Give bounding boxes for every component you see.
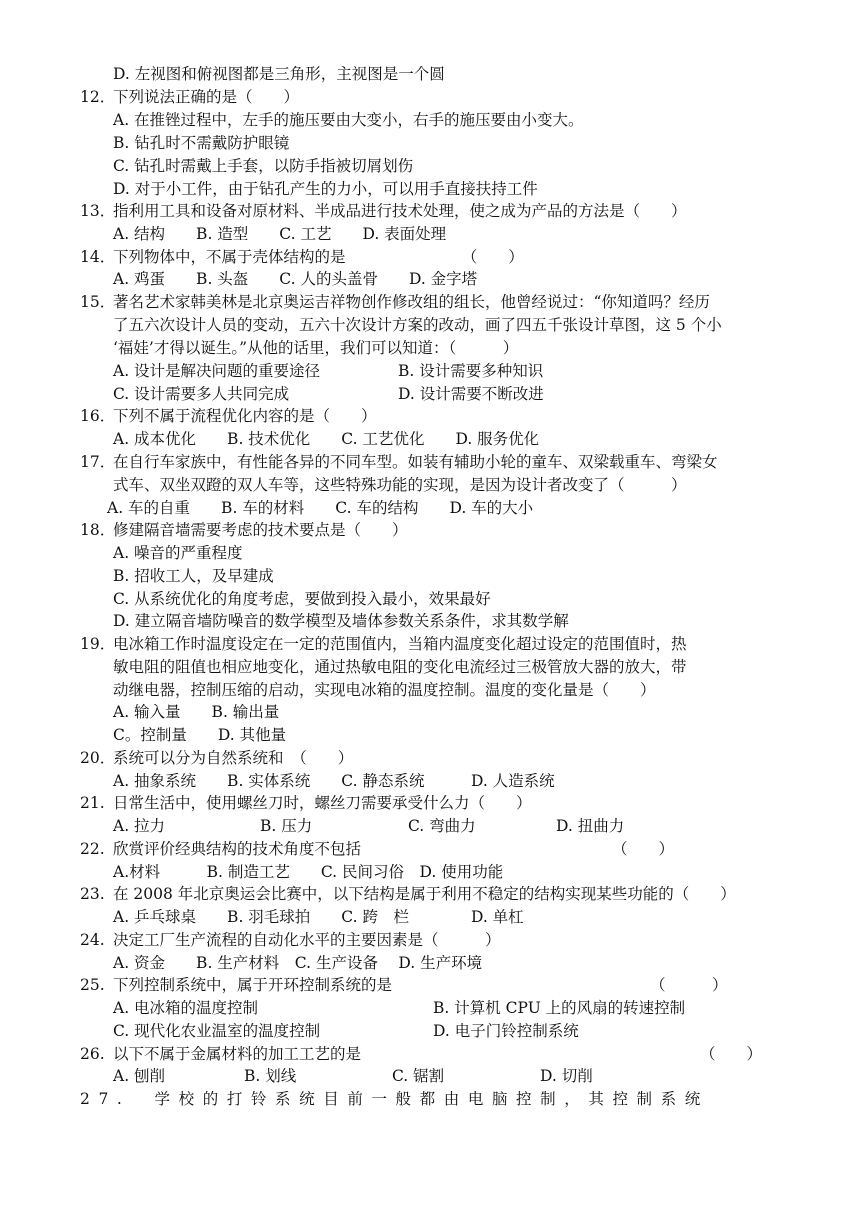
q18-option-c: C. 从系统优化的角度考虑，要做到投入最小，效果最好 [113,590,491,608]
q12-option-d: D. 对于小工件，由于钻孔产生的力小，可以用手直接扶持工件 [113,180,538,198]
q12-option-c: C. 钻孔时需戴上手套，以防手指被切屑划伤 [113,157,414,175]
question-stem: 决定工厂生产流程的自动化水平的主要因素是（ ） [113,931,501,949]
question-20 [80,747,353,770]
question-16 [80,405,377,428]
q14-options: A. 鸡蛋 B. 头盔 C. 人的头盖骨 D. 金字塔 [113,270,478,288]
question-24 [80,929,501,952]
q19-stem-line-3: 动继电器，控制压缩的启动，实现电冰箱的温度控制。温度的变化量是（ ） [113,681,656,699]
q21-option-c: C. 弯曲力 [408,817,476,835]
question-number: 26. [80,1045,105,1063]
q18-option-a: A. 噪音的严重程度 [113,544,243,562]
question-stem: 下列控制系统中，属于开环控制系统的是 [113,976,393,994]
question-22 [80,838,361,861]
q23-options: A. 乒乓球桌 B. 羽毛球拍 C. 跨 栏 D. 单杠 [113,908,524,926]
question-number: 12． [80,88,116,106]
q15-option-c: C. 设计需要多人共同完成 [113,385,290,403]
q26-option-d: D. 切削 [540,1067,593,1085]
q22-answer-paren: （ ） [612,840,675,858]
question-number: 19． [80,635,116,653]
q18-option-b: B. 招收工人，及早建成 [113,567,274,585]
q25-answer-paren: （ ） [650,976,728,994]
q21-option-a: A. 拉力 [113,817,166,835]
question-23 [80,883,736,906]
question-19 [80,633,687,656]
q19-stem-line-2: 敏电阻的阻值也相应地变化，通过热敏电阻的变化电流经过三极管放大器的放大，带 [113,658,687,676]
question-number: 13． [80,202,116,220]
question-21 [80,792,532,815]
question-number: 20． [80,749,116,767]
q26-option-b: B. 划线 [244,1067,297,1085]
q15-option-b: B. 设计需要多种知识 [398,362,544,380]
question-stem: 指利用工具和设备对原材料、半成品进行技术处理，使之成为产品的方法是（ ） [113,202,687,220]
q26-option-a: A. 刨削 [113,1067,166,1085]
question-12 [80,86,299,109]
question-stem: 系统可以分为自然系统和 （ ） [113,749,354,767]
q25-option-a: A. 电冰箱的温度控制 [113,999,259,1017]
question-14 [80,246,524,269]
question-stem: 欣赏评价经典结构的技术角度不包括 [113,840,362,858]
q24-options: A. 资金 B. 生产材料 C. 生产设备 D. 生产环境 [113,954,483,972]
q11-option-d: D. 左视图和俯视图都是三角形，主视图是一个圆 [113,65,445,83]
q15-stem-line-2: 了五六次设计人员的变动，五六十次设计方案的改动，画了四五千张设计草图，这 5 个小 [113,316,722,334]
q12-option-a: A. 在推锉过程中，左手的施压要由大变小，右手的施压要由小变大。 [113,111,584,129]
question-number: 24. [80,931,105,949]
question-13 [80,200,687,223]
question-number: 17． [80,453,116,471]
question-15 [80,291,710,314]
q17-options: A. 车的自重 B. 车的材料 C. 车的结构 D. 车的大小 [107,499,534,517]
q25-option-b: B. 计算机 CPU 上的风扇的转速控制 [433,999,686,1017]
question-stem: 日常生活中，使用螺丝刀时，螺丝刀需要承受什么力（ ） [113,794,532,812]
q25-option-d: D. 电子门铃控制系统 [433,1022,579,1040]
question-number: 25. [80,976,105,994]
question-number: 15． [80,293,116,311]
q15-option-a: A. 设计是解决问题的重要途径 [113,362,321,380]
question-stem: 下列说法正确的是（ ） [113,88,300,106]
q25-option-c: C. 现代化农业温室的温度控制 [113,1022,321,1040]
question-number: 21. [80,794,105,812]
question-stem: 以下不属于金属材料的加工工艺的是 [113,1045,362,1063]
q21-option-d: D. 扭曲力 [556,817,625,835]
q16-options: A. 成本优化 B. 技术优化 C. 工艺优化 D. 服务优化 [113,430,540,448]
q18-option-d: D. 建立隔音墙防噪音的数学模型及墙体参数关系条件，求其数学解 [113,612,569,630]
q21-option-b: B. 压力 [260,817,313,835]
question-number: 18． [80,521,116,539]
q26-answer-paren: （ ） [700,1045,763,1063]
question-26 [80,1043,361,1066]
q15-stem-line-3: ‘福娃’才得以诞生。”从他的话里，我们可以知道：（ ） [113,339,519,357]
q19-options-cd: C。控制量 D. 其他量 [113,726,287,744]
q19-options-ab: A. 输入量 B. 输出量 [113,703,280,721]
question-stem: 下列不属于流程优化内容的是（ ） [113,407,377,425]
question-18 [80,519,408,542]
question-stem: 在 2008 年北京奥运会比赛中，以下结构是属于利用不稳定的结构实现某些功能的（ ） [113,885,736,903]
q13-options: A. 结构 B. 造型 C. 工艺 D. 表面处理 [113,225,447,243]
question-27: 27. 学校的打铃系统目前一般都由电脑控制，其控制系统 [80,1090,709,1108]
question-stem: 修建隔音墙需要考虑的技术要点是（ ） [113,521,408,539]
question-17 [80,451,718,474]
question-number: 16． [80,407,116,425]
question-stem: 电冰箱工作时温度设定在一定的范围值内，当箱内温度变化超过设定的范围值时，热 [113,635,687,653]
question-25 [80,974,392,997]
q22-options: A.材料 B. 制造工艺 C. 民间习俗 D. 使用功能 [113,863,504,881]
q12-option-b: B. 钻孔时不需戴防护眼镜 [113,134,290,152]
question-stem: 著名艺术家韩美林是北京奥运吉祥物创作修改组的组长，他曾经说过：“你知道吗？经历 [113,293,710,311]
question-stem: 在自行车家族中，有性能各异的不同车型。如装有辅助小轮的童车、双梁载重车、弯梁女 [113,453,718,471]
q20-options: A. 抽象系统 B. 实体系统 C. 静态系统 D. 人造系统 [113,772,555,790]
question-number: 14． [80,248,116,266]
q26-option-c: C. 锯割 [392,1067,445,1085]
question-stem: 下列物体中，不属于壳体结构的是 （ ） [113,248,524,266]
question-number: 22. [80,840,105,858]
q17-stem-line-2: 式车、双坐双蹬的双人车等，这些特殊功能的实现，是因为设计者改变了（ ） [113,476,687,494]
q15-option-d: D. 设计需要不断改进 [398,385,544,403]
question-number: 23. [80,885,105,903]
